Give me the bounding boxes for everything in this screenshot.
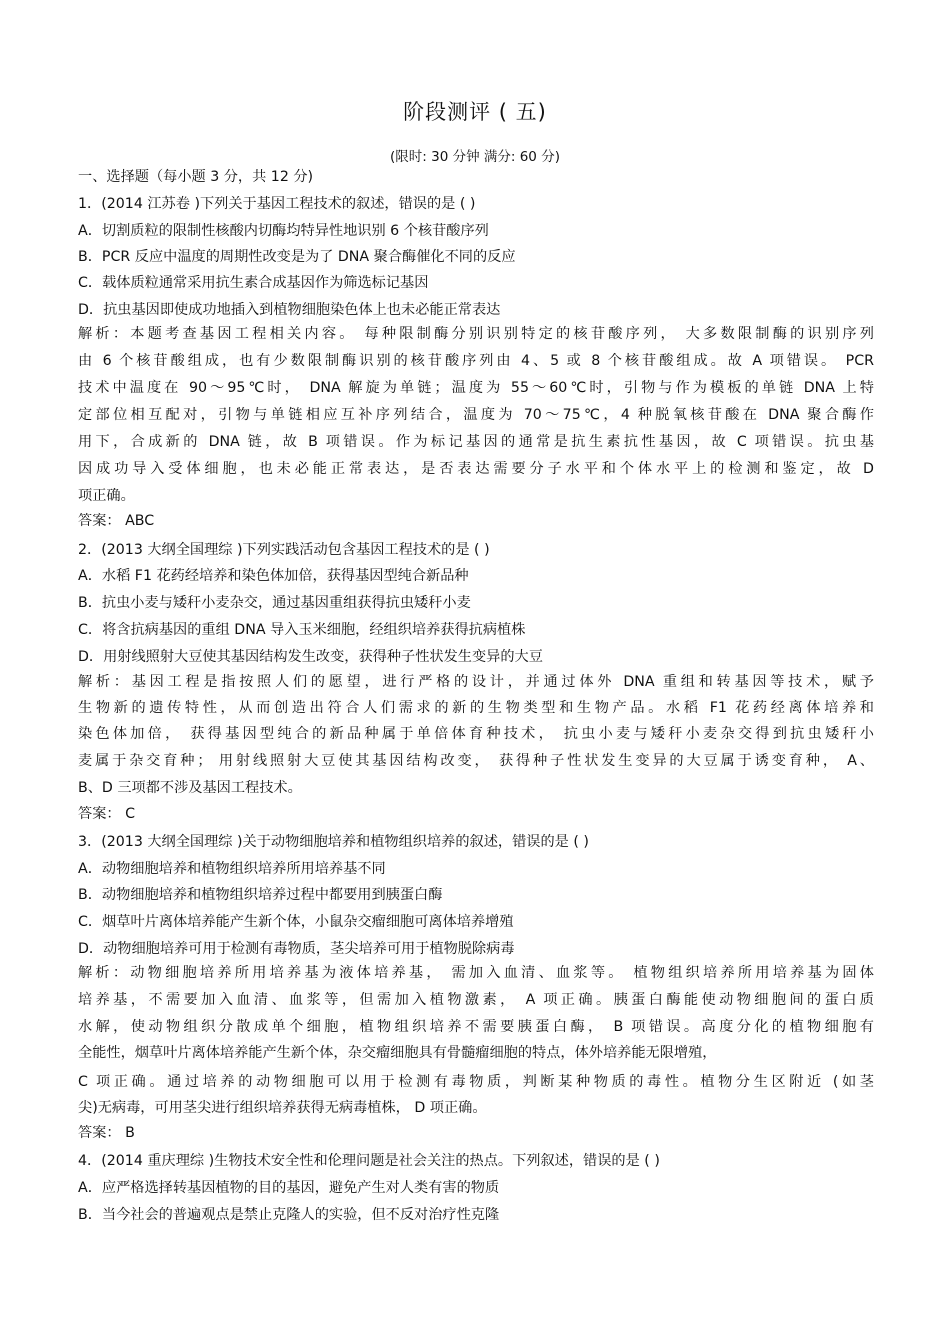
q1-analysis-line: 由 6 个核苷酸组成，也有少数限制酶识别的核苷酸序列由 4、5 或 8 个核苷酸组成。故 A 项错误。 PCR [78, 353, 874, 369]
q2-option-d: D．用射线照射大豆使其基因结构发生改变，获得种子性状发生变异的大豆 [78, 649, 543, 665]
q3-stem: 3．(2013 大纲全国理综 )关于动物细胞培养和植物组织培养的叙述，错误的是 ( ) [78, 834, 589, 850]
q4-option-b: B．当今社会的普遍观点是禁止克隆人的实验，但不反对治疗性克隆 [78, 1207, 500, 1223]
q2-analysis-line: 染色体加倍， 获得基因型纯合的新品种属于单倍体育种技术， 抗虫小麦与矮秆小麦杂交得到抗虫矮秆小 [78, 726, 874, 742]
page-title: 阶段测评 ( 五) [403, 100, 547, 124]
q1-analysis-line: 用下，合成新的 DNA 链，故 B 项错误。作为标记基因的通常是抗生素抗性基因，故 C 项错误。抗虫基 [78, 434, 874, 450]
q1-analysis-line: 项正确。 [78, 488, 135, 504]
q2-analysis-line: 生物新的遗传特性，从而创造出符合人们需求的新的生物类型和生物产品。水稻 F1 花药经离体培养和 [78, 700, 874, 716]
section-heading: 一、选择题（每小题 3 分，共 12 分) [78, 169, 314, 185]
q1-analysis-line: 定部位相互配对，引物与单链相应互补序列结合，温度为 70～75℃，4 种脱氧核苷酸在 DNA 聚合酶作 [78, 407, 874, 423]
q2-option-a: A．水稻 F1 花药经培养和染色体加倍，获得基因型纯合新品种 [78, 568, 469, 584]
q1-analysis-line: 技术中温度在 90～95℃时， DNA 解旋为单链；温度为 55～60℃时，引物与作为模板的单链 DNA 上特 [78, 380, 874, 396]
q3-analysis-line: 尖)无病毒，可用茎尖进行组织培养获得无病毒植株， D 项正确。 [78, 1100, 487, 1116]
q3-option-b: B．动物细胞培养和植物组织培养过程中都要用到胰蛋白酶 [78, 887, 443, 903]
q3-option-c: C．烟草叶片离体培养能产生新个体，小鼠杂交瘤细胞可离体培养增殖 [78, 914, 514, 930]
q2-option-b: B．抗虫小麦与矮秆小麦杂交，通过基因重组获得抗虫矮秆小麦 [78, 595, 471, 611]
q3-analysis-line: 全能性，烟草叶片离体培养能产生新个体，杂交瘤细胞具有骨髓瘤细胞的特点，体外培养能无限增殖， [78, 1045, 717, 1061]
q1-option-c: C．载体质粒通常采用抗生素合成基因作为筛选标记基因 [78, 275, 429, 291]
q2-analysis-line: B、D 三项都不涉及基因工程技术。 [78, 780, 302, 796]
q3-analysis-line: 水解，使动物组织分散成单个细胞，植物组织培养不需要胰蛋白酶， B 项错误。高度分化的植物细胞有 [78, 1019, 874, 1035]
q1-stem: 1．(2014 江苏卷 )下列关于基因工程技术的叙述，错误的是 ( ) [78, 196, 476, 212]
q2-analysis-line: 解析：基因工程是指按照人们的愿望，进行严格的设计，并通过体外 DNA 重组和转基因等技术，赋予 [78, 674, 874, 690]
q4-stem: 4．(2014 重庆理综 )生物技术安全性和伦理问题是社会关注的热点。下列叙述，错误的是 ( ) [78, 1153, 660, 1169]
q1-option-d: D．抗虫基因即使成功地插入到植物细胞染色体上也未必能正常表达 [78, 302, 501, 318]
q3-analysis-line: 培养基，不需要加入血清、血浆等，但需加入植物激素， A 项正确。胰蛋白酶能使动物细胞间的蛋白质 [78, 992, 874, 1008]
q2-option-c: C．将含抗病基因的重组 DNA 导入玉米细胞，经组织培养获得抗病植株 [78, 622, 526, 638]
q1-answer: 答案： ABC [78, 513, 155, 529]
q3-option-a: A．动物细胞培养和植物组织培养所用培养基不同 [78, 861, 386, 877]
page-subtitle: (限时: 30 分钟 满分: 60 分) [390, 149, 560, 165]
q1-analysis-line: 因成功导入受体细胞，也未必能正常表达，是否表达需要分子水平和个体水平上的检测和鉴定，故 D [78, 461, 874, 477]
q1-option-a: A．切割质粒的限制性核酸内切酶均特异性地识别 6 个核苷酸序列 [78, 223, 489, 239]
q1-option-b: B．PCR 反应中温度的周期性改变是为了 DNA 聚合酶催化不同的反应 [78, 249, 516, 265]
q2-stem: 2．(2013 大纲全国理综 )下列实践活动包含基因工程技术的是 ( ) [78, 542, 490, 558]
q3-analysis-line: C 项正确。通过培养的动物细胞可以用于检测有毒物质，判断某种物质的毒性。植物分生区附近 (如茎 [78, 1074, 874, 1090]
q2-analysis-line: 麦属于杂交育种； 用射线照射大豆使其基因结构改变， 获得种子性状发生变异的大豆属于诱变育种， A、 [78, 753, 874, 769]
q3-analysis-line: 解析：动物细胞培养所用培养基为液体培养基， 需加入血清、血浆等。 植物组织培养所用培养基为固体 [78, 965, 874, 981]
q2-answer: 答案： C [78, 806, 135, 822]
q3-option-d: D．动物细胞培养可用于检测有毒物质，茎尖培养可用于植物脱除病毒 [78, 941, 515, 957]
q4-option-a: A．应严格选择转基因植物的目的基因，避免产生对人类有害的物质 [78, 1180, 500, 1196]
q1-analysis-line: 解析：本题考查基因工程相关内容。 每种限制酶分别识别特定的核苷酸序列， 大多数限制酶的识别序列 [78, 326, 874, 342]
q3-answer: 答案： B [78, 1125, 135, 1141]
